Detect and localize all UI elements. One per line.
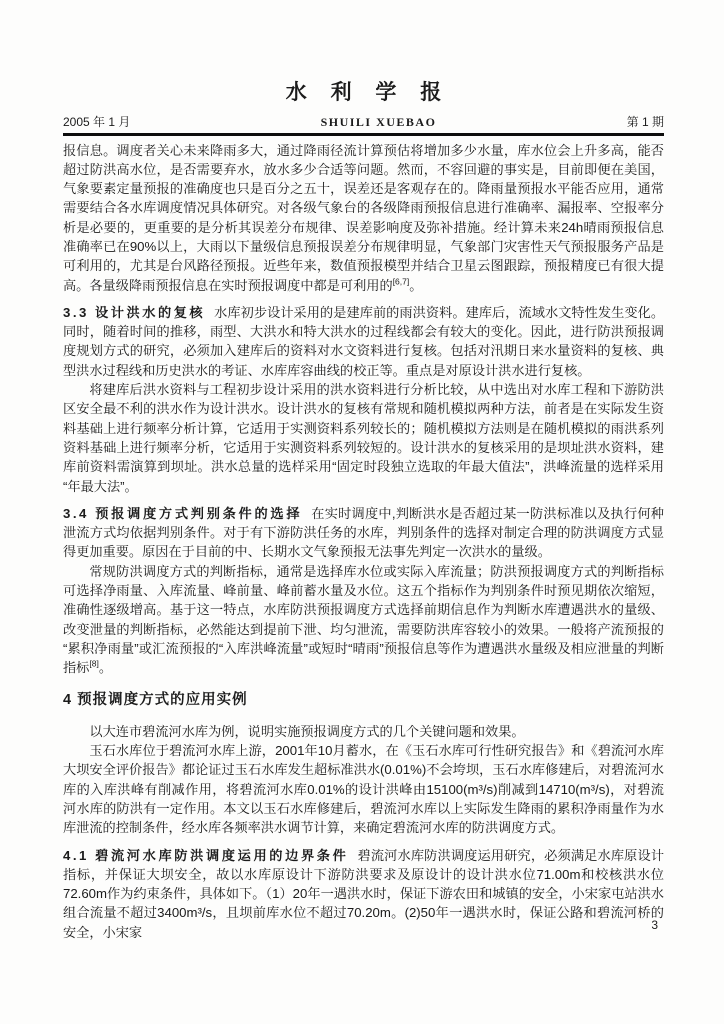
- citation-ref: [6,7]: [392, 276, 410, 287]
- paragraph-text: 。: [98, 660, 113, 676]
- page-content: [63, 76, 664, 942]
- journal-title: 水 利 学 报: [285, 81, 451, 104]
- article-body: [63, 141, 664, 943]
- paragraph-text: 碧流河水库防洪调度运用研究，必须满足水库原设计指标，并保证大坝安全，故以水库原设计下游防洪要求及原设计的设计洪水位71.00m和校核洪水位72.60m作为约束条件，具体如下。（1）20年一遇洪水时，保证下游农田和城镇的安全，小宋家屯站洪水组合流量不超过3400m³/s，且坝前库水位不超过70.20m。(2)50年一遇洪水时，保证公路和碧流河桥的安全，小宋家: [63, 847, 665, 940]
- paragraph-text: 水库初步设计采用的是建库前的雨洪资料。建库后，流域水文特性发生变化。同时，随着时间的推移，雨型、大洪水和特大洪水的过程线都会有较大的变化。因此，进行防洪预报调度规划方式的研究，必须加入建库后的资料对水文资料进行复核。包括对汛期日来水量资料的复核、典型洪水过程线和历史洪水的考证、水库库容曲线的校正等。重点是对原设计洪水进行复核。: [63, 304, 665, 378]
- paragraph-text: 以大连市碧流河水库为例，说明实施预报调度方式的几个关键问题和效果。: [89, 723, 525, 739]
- section-3-4: [63, 504, 664, 562]
- journal-meta-row: [63, 113, 664, 130]
- paragraph-text: 报信息。调度者关心未来降雨多大，通过降雨径流计算预估将增加多少水量，库水位会上升多高，能否超过防洪高水位，是否需要弃水，放水多少合适等问题。然而，不容回避的事实是，目前即便在美国，气象要素定量预报的准确度也只是百分之五十，误差还是客观存在的。降雨量预报水平能否应用，通常需要结合各水库调度情况具体研究。对各级气象台的各级降雨预报信息进行准确率、漏报率、空报率分析是必要的，更重要的是分析其误差分布规律、误差影响度及弥补措施。经计算未来24h晴雨预报信息准确率已在90%以上，大雨以下量级信息预报误差分布规律明显，气象部门灾害性天气预报服务产品是可利用的，尤其是台风路径预报。近些年来，数值预报模型并结合卫星云图跟踪，预报精度已有很大提高。各量级降雨预报信息在实时预报调度中都是可利用的: [63, 142, 664, 293]
- paragraph-design-flood-review: [63, 380, 664, 496]
- paragraph-judgment-indicators: [63, 562, 664, 678]
- header-rule: [63, 133, 664, 136]
- paragraph-yushi-reservoir: [63, 741, 664, 837]
- page-number: 3: [651, 918, 658, 932]
- journal-header: [63, 76, 664, 136]
- issue-number: 第 1 期: [626, 115, 664, 129]
- paragraph-text: 将建库后洪水资料与工程初步设计采用的洪水资料进行分析比较，从中选出对水库工程和下游防洪区安全最不利的洪水作为设计洪水。设计洪水的复核有常规和随机模拟两种方法，前者是在实际发生资料基础上进行频率分析计算，它适用于实测资料系列较长的；随机模拟方法则是在随机模拟的雨洪系列资料基础上进行频率分析，它适用于实测资料系列较短的。设计洪水的复核采用的是坝址洪水资料，建库前资料需演算到坝址。洪水总量的选样采用“固定时段独立选取的年最大值法”，洪峰流量的选样采用“年最大法”。: [63, 382, 664, 494]
- citation-ref: [8]: [89, 658, 99, 669]
- section-4-heading: 4 预报调度方式的应用实例: [63, 691, 248, 708]
- paragraph-section-4-intro: [63, 722, 664, 741]
- paragraph-text: 玉石水库位于碧流河水库上游，2001年10月蓄水，在《玉石水库可行性研究报告》和《碧流河水库大坝安全评价报告》都论证过玉石水库发生超标准洪水(0.01%)不会垮坝，玉石水库修建后，对碧流河水库的入库洪峰有削减作用，将碧流河水库0.01%的设计洪峰由15100(m³/s)削减到14710(m³/s)，对碧流河水库的防洪有一定作用。本文以玉石水库修建后，碧流河水库以上实际发生降雨的累积净雨量作为水库泄流的控制条件，经水库各频率洪水调节计算，来确定碧流河水库的防洪调度方式。: [63, 743, 664, 836]
- section-3-3: [63, 303, 664, 380]
- journal-pinyin: SHUILI XUEBAO: [320, 115, 437, 129]
- section-4-1: [63, 846, 664, 942]
- section-4-1-heading: 4.1 碧流河水库防洪调度运用的边界条件: [63, 847, 349, 863]
- continuation-paragraph: [63, 141, 664, 295]
- paragraph-text: 在实时调度中,判断洪水是否超过某一防洪标准以及执行何种泄流方式均依据判别条件。对于有下游防洪任务的水库，判别条件的选择对制定合理的防洪调度方式显得更加重要。原因在于目前的中、长期水文气象预报无法事先判定一次洪水的量级。: [63, 505, 664, 560]
- section-3-3-heading: 3.3 设计洪水的复核: [63, 304, 206, 320]
- section-3-4-heading: 3.4 预报调度方式判别条件的选择: [63, 505, 303, 521]
- issue-date: 2005 年 1 月: [63, 115, 131, 129]
- paragraph-text: 。: [409, 277, 423, 293]
- paragraph-text: 常规防洪调度方式的判断指标，通常是选择库水位或实际入库流量；防洪预报调度方式的判断指标可选择净雨量、入库流量、峰前量、峰前蓄水量及水位。这五个指标作为判别条件时预见期依次缩短，准确性逐级增高。基于这一特点，水库防洪预报调度方式选择前期信息作为判断水库遭遇洪水的量级、改变泄量的判断指标，必然能达到提前下泄、均匀泄流，需要防洪库容较小的效果。一般将产流预报的“累积净雨量”或汇流预报的“入库洪峰流量”或短时“晴雨”预报信息等作为遭遇洪水量级及相应泄量的判断指标: [63, 563, 664, 676]
